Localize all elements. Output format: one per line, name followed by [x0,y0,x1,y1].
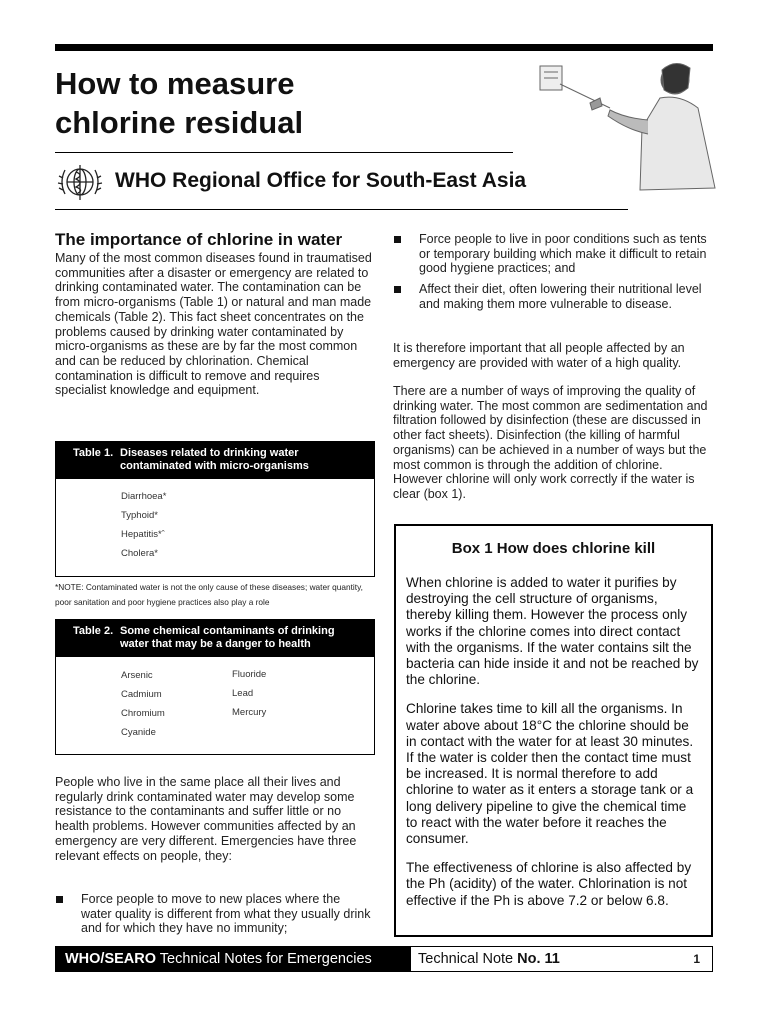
footer-series-text: Technical Notes for Emergencies [156,951,372,967]
table-2-item: Lead [232,688,254,699]
bullet-square-icon [394,236,401,243]
table-1-title: Diseases related to drinking water contaminated with micro-organisms [120,447,309,472]
box-1 [394,524,713,937]
title-rule [55,152,513,153]
table-2-item: Chromium [121,708,165,719]
page-title [55,64,515,142]
table-2-item: Arsenic [121,670,153,681]
bullet-item [393,232,713,276]
table-2-item: Fluoride [232,669,267,680]
table-2-item: Cyanide [121,727,156,738]
table-2-number: Table 2. [73,625,114,637]
section-heading: The importance of chlorine in water [55,230,343,249]
table-1-item: Hepatitis*ˆ [121,529,165,540]
table-1 [55,441,375,577]
title-line-2: chlorine residual [55,105,304,140]
bullet-item [55,892,373,936]
bullet-text: Affect their diet, often lowering their nutritional level and making them more vulnerable to disease. [419,282,702,311]
technical-note-text: Technical Note [418,951,518,967]
footer-org: WHO/SEARO [65,951,157,967]
who-emblem-icon [55,160,105,206]
page-number: 1 [693,952,700,966]
table-2-title: Some chemical contaminants of drinking water that may be a danger to health [120,625,335,650]
box-paragraph-2: Chlorine takes time to kill all the organisms. In water above about 18°C the chlorine should be in contact with the water for at least 30 minutes. If the water is colder then the contact time must be increased. It is normal therefore to add chlorine to water as it enters a storage tank or a long delivery pipeline to give the chemical time to react with the water before it reaches the consumer. [406,701,694,847]
footer-series [56,947,411,971]
footer [55,946,713,972]
box-paragraph-1: When chlorine is added to water it purifies by destroying the cell structure of organisms, thereby killing them. However the process only works if the chlorine comes into direct contact with the organisms. If the water contains silt the bacteria can hide inside it and not be reached by the chlorine. [406,575,699,688]
table-2-item: Cadmium [121,689,162,700]
table-2-header [56,620,374,657]
org-rule [55,209,628,210]
table-1-item: Diarrhoea* [121,491,167,502]
right-paragraph-2: There are a number of ways of improving the quality of drinking water. The most common are sedimentation and filtration followed by disinfection (these are discussed in other fact sheets). Disinfection (the killing of harmful organisms) can be achieved in a number of ways but the most common is through the addition of chlorine. However chlorine will only work correctly if the water is clear (box 1). [393,384,708,501]
table-1-header [56,442,374,479]
left-paragraph: People who live in the same place all their lives and regularly drink contaminated water may develop some resistance to the contaminants and suffer little or no health problems. However communities affected by an emergency are very different. Emergencies have three relevant effects on people, they: [55,775,357,863]
technical-note-number: No. 11 [517,951,560,967]
organization-name: WHO Regional Office for South-East Asia [115,169,527,192]
title-line-1: How to measure [55,66,295,101]
table-1-item: Cholera* [121,548,158,559]
person-testing-water-illustration [530,58,720,193]
table-2-item: Mercury [232,707,267,718]
table-1-item: Typhoid* [121,510,158,521]
box-title: Box 1 How does chlorine kill [451,540,656,557]
table-2 [55,619,375,755]
right-paragraph-1: It is therefore important that all people affected by an emergency are provided with water of a high quality. [393,341,685,370]
table-1-note: *NOTE: Contaminated water is not the only cause of these diseases; water quantity, poor sanitation and poor hygiene practices also play a role [55,582,363,607]
bullet-item [393,282,713,311]
technical-note-label [418,947,560,971]
table-1-number: Table 1. [73,447,114,459]
bullet-square-icon [394,286,401,293]
box-paragraph-3: The effectiveness of chlorine is also affected by the Ph (acidity) of the water. Chlorination is not effective if the Ph is above 7.2 or below 6.8. [406,860,692,908]
intro-paragraph: Many of the most common diseases found in traumatised communities after a disaster or emergency are related to drinking contaminated water. The contamination can be from micro-organisms (Table 1) or natural and man made chemicals (Table 2). This fact sheet concentrates on the problems caused by drinking water contaminated by micro-organisms as these are by far the most common and can be reduced by chlorination. Chemical contamination is difficult to remove and requires specialist knowledge and equipment. [55,251,372,398]
bullet-text: Force people to move to new places where the water quality is different from what they usually drink and for which they have no immunity; [81,892,371,936]
bullet-text: Force people to live in poor conditions such as tents or temporary building which make it difficult to retain good hygiene practices; and [419,232,707,276]
bullet-square-icon [56,896,63,903]
top-bar [55,44,713,51]
